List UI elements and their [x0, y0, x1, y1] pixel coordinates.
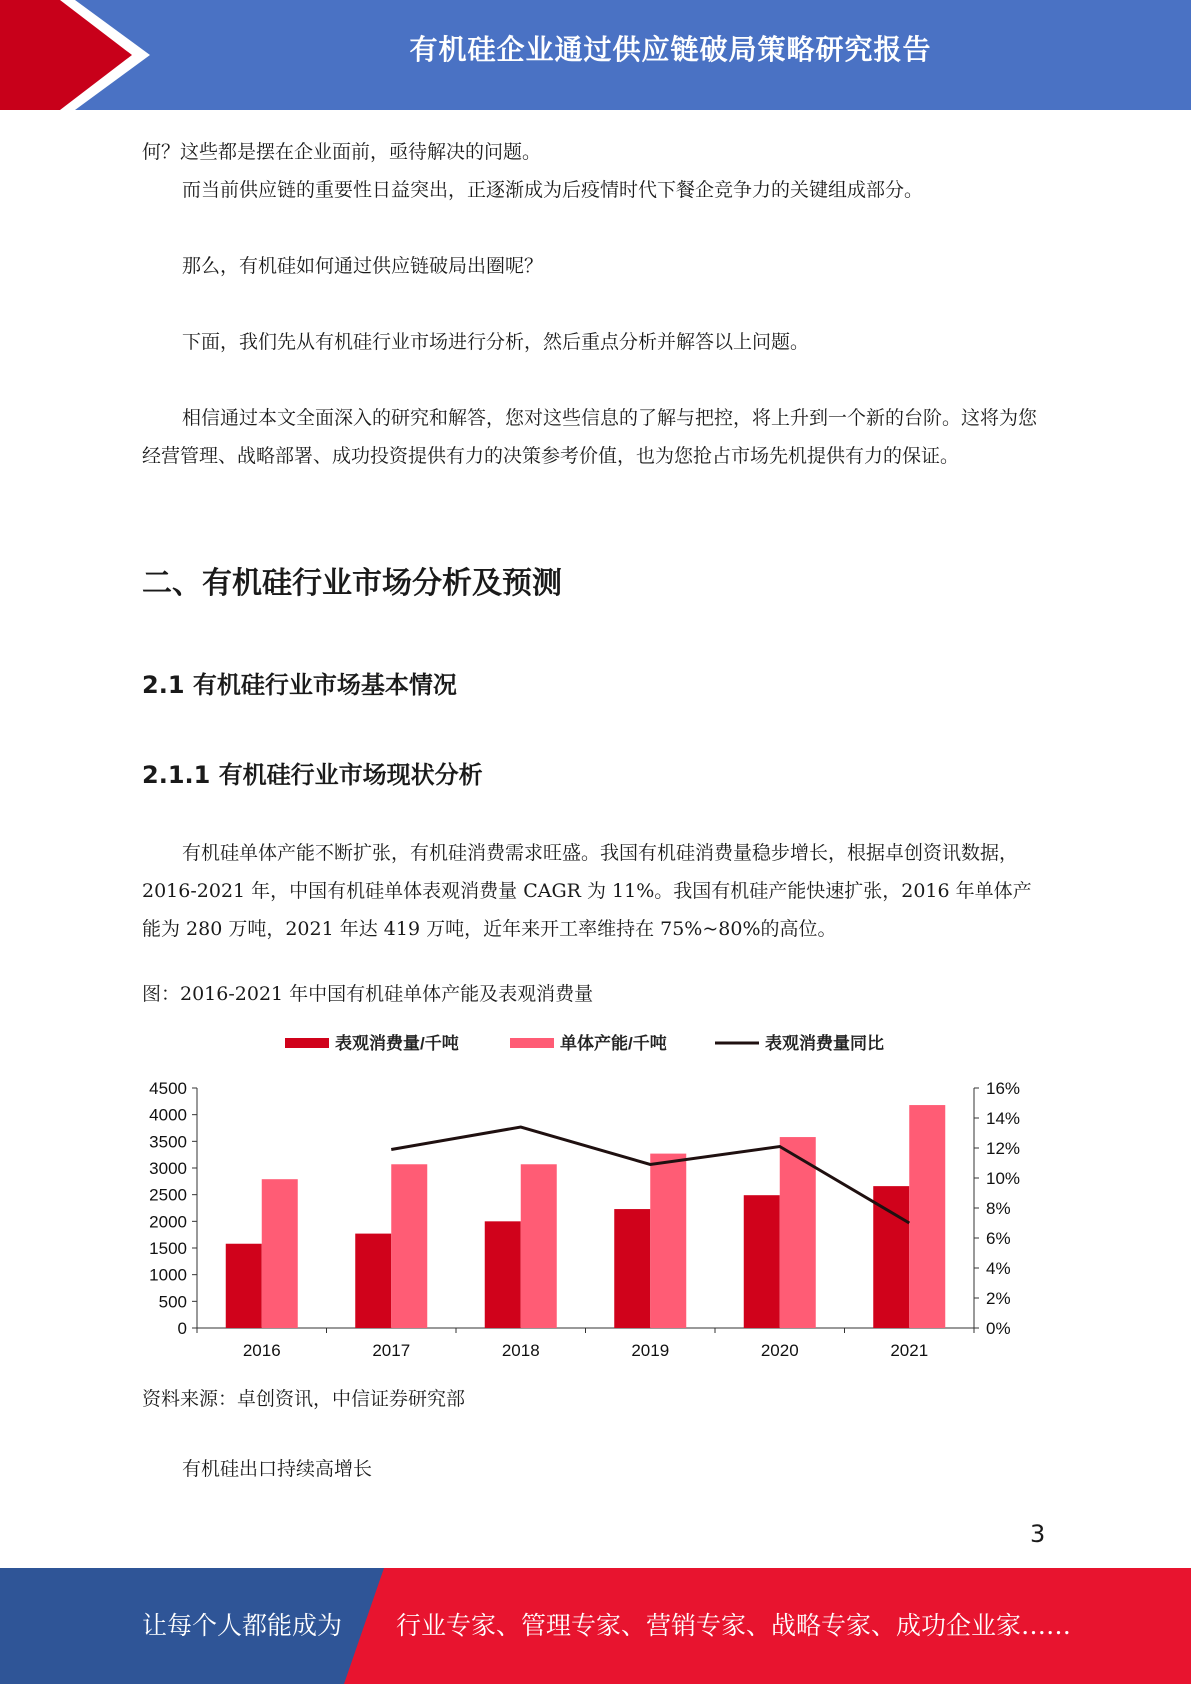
y-tick-label-right: 0%: [986, 1319, 1011, 1338]
y-tick-label-left: 1500: [149, 1239, 187, 1258]
legend-swatch-1: [510, 1038, 554, 1048]
y-tick-label-left: 2000: [149, 1212, 187, 1232]
page-number: 3: [1030, 1520, 1046, 1548]
x-tick-label-2016: 2016: [242, 1341, 281, 1360]
chart-source: 资料来源：卓创资讯，中信证券研究部: [142, 1388, 466, 1410]
y-tick-label-left: 4500: [149, 1079, 187, 1098]
y-tick-label-left: 3000: [149, 1159, 187, 1178]
y-tick-label-left: 2500: [149, 1185, 187, 1205]
x-tick-label-2019: 2019: [631, 1341, 670, 1360]
paragraph-3: 那么，有机硅如何通过供应链破局出圈呢？: [182, 255, 544, 277]
y-tick-label-right: 14%: [986, 1109, 1021, 1128]
footer-tagline: 行业专家、管理专家、营销专家、战略专家、成功企业家……: [396, 1611, 1072, 1640]
bar-consumption-2016: [226, 1244, 262, 1328]
bar-capacity-2016: [262, 1179, 298, 1328]
bar-consumption-2021: [873, 1186, 909, 1328]
footer-slogan: 让每个人都能成为: [142, 1611, 343, 1640]
bar-capacity-2018: [521, 1164, 557, 1328]
bar-capacity-2019: [650, 1154, 686, 1328]
y-tick-label-right: 4%: [986, 1259, 1011, 1278]
y-tick-label-right: 8%: [986, 1199, 1011, 1218]
paragraph-6: 有机硅单体产能不断扩张，有机硅消费需求旺盛。我国有机硅消费量稳步增长，根据卓创资讯数据，2016-2021 年，中国有机硅单体表观消费量 CAGR 为 11%。我国有机硅产能快速扩张，2016 年单体产能为 280 万吨，2021 年达 419 万吨，近年来开工率维持在 75%~80%的高位。: [142, 842, 1032, 940]
chart-svg: [142, 1020, 1052, 1370]
y-tick-label-right: 16%: [986, 1079, 1021, 1098]
figure-caption: 图：2016-2021 年中国有机硅单体产能及表观消费量: [142, 983, 594, 1005]
y-tick-label-right: 10%: [986, 1169, 1021, 1188]
bar-consumption-2019: [614, 1209, 650, 1328]
paragraph-5: 相信通过本文全面深入的研究和解答，您对这些信息的了解与把控，将上升到一个新的台阶。这将为您经营管理、战略部署、成功投资提供有力的决策参考价值，也为您抢占市场先机提供有力的保证。: [142, 407, 1038, 467]
y-tick-label-left: 4000: [149, 1105, 187, 1125]
page-header: [0, 0, 1191, 110]
subsection-heading: 2.1 有机硅行业市场基本情况: [142, 671, 457, 699]
paragraph-4: 下面，我们先从有机硅行业市场进行分析，然后重点分析并解答以上问题。: [182, 331, 810, 353]
legend-swatch-0: [285, 1038, 329, 1048]
legend-label-0: 表观消费量/千吨: [335, 1034, 459, 1053]
page-footer: [0, 1568, 1191, 1684]
y-tick-label-right: 2%: [986, 1289, 1011, 1308]
paragraph-2: 而当前供应链的重要性日益突出，正逐渐成为后疫情时代下餐企竞争力的关键组成部分。: [182, 179, 924, 201]
y-tick-label-left: 1000: [149, 1265, 187, 1285]
bar-capacity-2017: [391, 1164, 427, 1328]
x-tick-label-2020: 2020: [760, 1341, 799, 1360]
section-heading: 二、有机硅行业市场分析及预测: [142, 566, 562, 601]
bar-consumption-2018: [485, 1221, 521, 1328]
x-tick-label-2021: 2021: [890, 1341, 929, 1360]
y-tick-label-left: 0: [177, 1319, 187, 1338]
y-tick-label-right: 6%: [986, 1229, 1011, 1248]
y-tick-label-left: 3500: [149, 1132, 187, 1152]
legend-label-2: 表观消费量同比: [765, 1034, 884, 1053]
bar-consumption-2020: [744, 1195, 780, 1328]
x-tick-label-2018: 2018: [501, 1341, 540, 1360]
chart: [142, 1020, 1052, 1370]
y-tick-label-right: 12%: [986, 1139, 1021, 1158]
paragraph-7: 有机硅出口持续高增长: [182, 1458, 373, 1480]
bar-capacity-2021: [909, 1105, 945, 1328]
bar-consumption-2017: [355, 1234, 391, 1328]
paragraph-1: 何？这些都是摆在企业面前，亟待解决的问题。: [142, 141, 542, 163]
legend-label-1: 单体产能/千吨: [560, 1034, 667, 1053]
report-title: 有机硅企业通过供应链破局策略研究报告: [409, 33, 932, 66]
x-tick-label-2017: 2017: [372, 1341, 411, 1360]
subsubsection-heading: 2.1.1 有机硅行业市场现状分析: [142, 761, 483, 789]
y-tick-label-left: 500: [158, 1292, 187, 1312]
